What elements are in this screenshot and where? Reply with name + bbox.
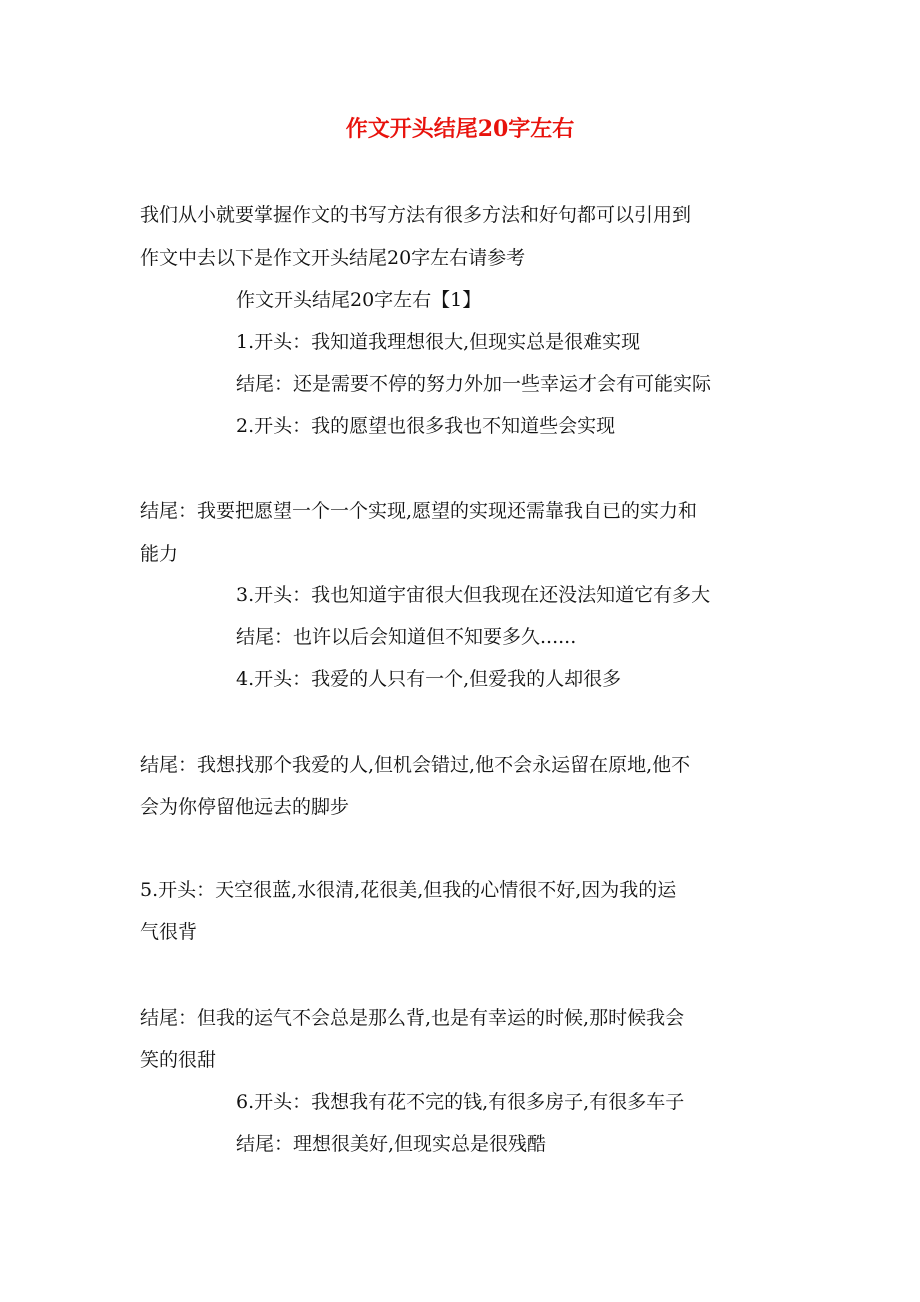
item-2-ending-line-2: 能力 — [140, 543, 179, 565]
item-3-opening: 3.开头：我也知道宇宙很大但我现在还没法知道它有多大 — [236, 584, 711, 606]
intro-line-1: 我们从小就要掌握作文的书写方法有很多方法和好句都可以引用到 — [140, 204, 692, 226]
item-5-ending-line-1: 结尾：但我的运气不会总是那么背,也是有幸运的时候,那时候我会 — [140, 1007, 685, 1029]
item-1-opening: 1.开头：我知道我理想很大,但现实总是很难实现 — [236, 331, 641, 353]
section-heading: 作文开头结尾20字左右【1】 — [236, 289, 482, 311]
intro-line-2: 作文中去以下是作文开头结尾20字左右请参考 — [140, 247, 526, 269]
item-4-ending-line-2: 会为你停留他远去的脚步 — [140, 796, 350, 818]
document-title: 作文开头结尾20字左右 — [345, 116, 575, 142]
item-5-opening-line-1: 5.开头：天空很蓝,水很清,花很美,但我的心情很不好,因为我的运 — [140, 879, 677, 901]
item-2-ending-line-1: 结尾：我要把愿望一个一个实现,愿望的实现还需靠我自已的实力和 — [140, 500, 698, 522]
item-5-opening-line-2: 气很背 — [140, 921, 198, 943]
item-5-ending-line-2: 笑的很甜 — [140, 1049, 217, 1071]
item-4-opening: 4.开头：我爱的人只有一个,但爱我的人却很多 — [236, 668, 622, 690]
item-4-ending-line-1: 结尾：我想找那个我爱的人,但机会错过,他不会永运留在原地,他不 — [140, 754, 691, 776]
item-1-ending: 结尾：还是需要不停的努力外加一些幸运才会有可能实际 — [236, 373, 712, 395]
item-6-opening: 6.开头：我想我有花不完的钱,有很多房子,有很多车子 — [236, 1091, 685, 1113]
item-3-ending: 结尾：也许以后会知道但不知要多久...... — [236, 626, 577, 648]
item-2-opening: 2.开头：我的愿望也很多我也不知道些会实现 — [236, 415, 616, 437]
item-6-ending: 结尾：理想很美好,但现实总是很残酷 — [236, 1133, 547, 1155]
